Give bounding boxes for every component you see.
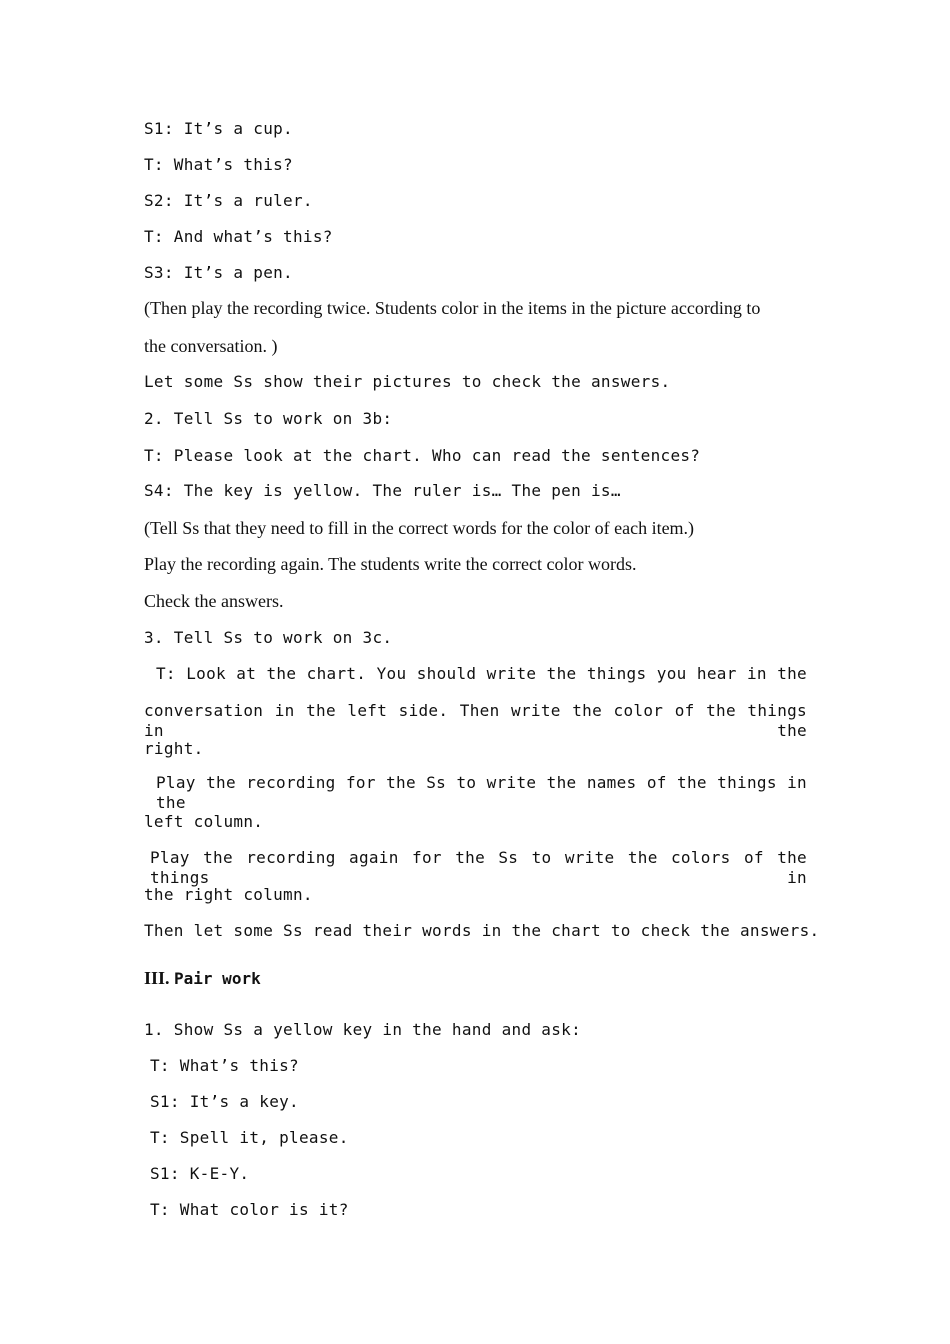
section-heading bbox=[144, 968, 807, 989]
instruction-line: left column. bbox=[144, 812, 264, 831]
step-line: 3. Tell Ss to work on 3c. bbox=[144, 628, 393, 647]
dialogue-line: T: What color is it? bbox=[150, 1200, 349, 1219]
instruction-line: Then let some Ss read their words in the chart to check the answers. bbox=[144, 921, 820, 940]
dialogue-line: T: Please look at the chart. Who can read the sentences? bbox=[144, 446, 701, 465]
instruction-line: Play the recording for the Ss to write the names of the things in the bbox=[156, 773, 807, 812]
dialogue-line: S1: It’s a cup. bbox=[144, 119, 293, 138]
dialogue-line: right. bbox=[144, 739, 204, 758]
dialogue-line: S4: The key is yellow. The ruler is… The pen is… bbox=[144, 481, 621, 500]
instruction-line: (Tell Ss that they need to fill in the correct words for the color of each item.) bbox=[144, 518, 695, 538]
dialogue-line: S1: It’s a key. bbox=[150, 1092, 299, 1111]
dialogue-line: T: And what’s this? bbox=[144, 227, 333, 246]
dialogue-line: S3: It’s a pen. bbox=[144, 263, 293, 282]
dialogue-line: S1: K-E-Y. bbox=[150, 1164, 250, 1183]
section-numeral: III. bbox=[144, 968, 170, 988]
instruction-line: Play the recording again for the Ss to write the colors of the things in bbox=[150, 848, 807, 887]
dialogue-line: conversation in the left side. Then write the color of the things in the bbox=[144, 701, 807, 740]
instruction-line: the conversation. ) bbox=[144, 336, 278, 356]
instruction-line: Let some Ss show their pictures to check the answers. bbox=[144, 372, 671, 391]
instruction-line: the right column. bbox=[144, 885, 313, 904]
instruction-line: (Then play the recording twice. Students color in the items in the picture according to bbox=[144, 298, 761, 318]
step-line: 2. Tell Ss to work on 3b: bbox=[144, 409, 393, 428]
instruction-line: Play the recording again. The students write the correct color words. bbox=[144, 554, 637, 574]
dialogue-line: T: What’s this? bbox=[144, 155, 293, 174]
dialogue-line: T: What’s this? bbox=[150, 1056, 299, 1075]
dialogue-line: T: Look at the chart. You should write the things you hear in the bbox=[156, 664, 807, 683]
instruction-line: Check the answers. bbox=[144, 591, 284, 611]
dialogue-line: S2: It’s a ruler. bbox=[144, 191, 313, 210]
dialogue-line: T: Spell it, please. bbox=[150, 1128, 349, 1147]
section-title: Pair work bbox=[174, 969, 261, 988]
step-line: 1. Show Ss a yellow key in the hand and ask: bbox=[144, 1020, 582, 1039]
